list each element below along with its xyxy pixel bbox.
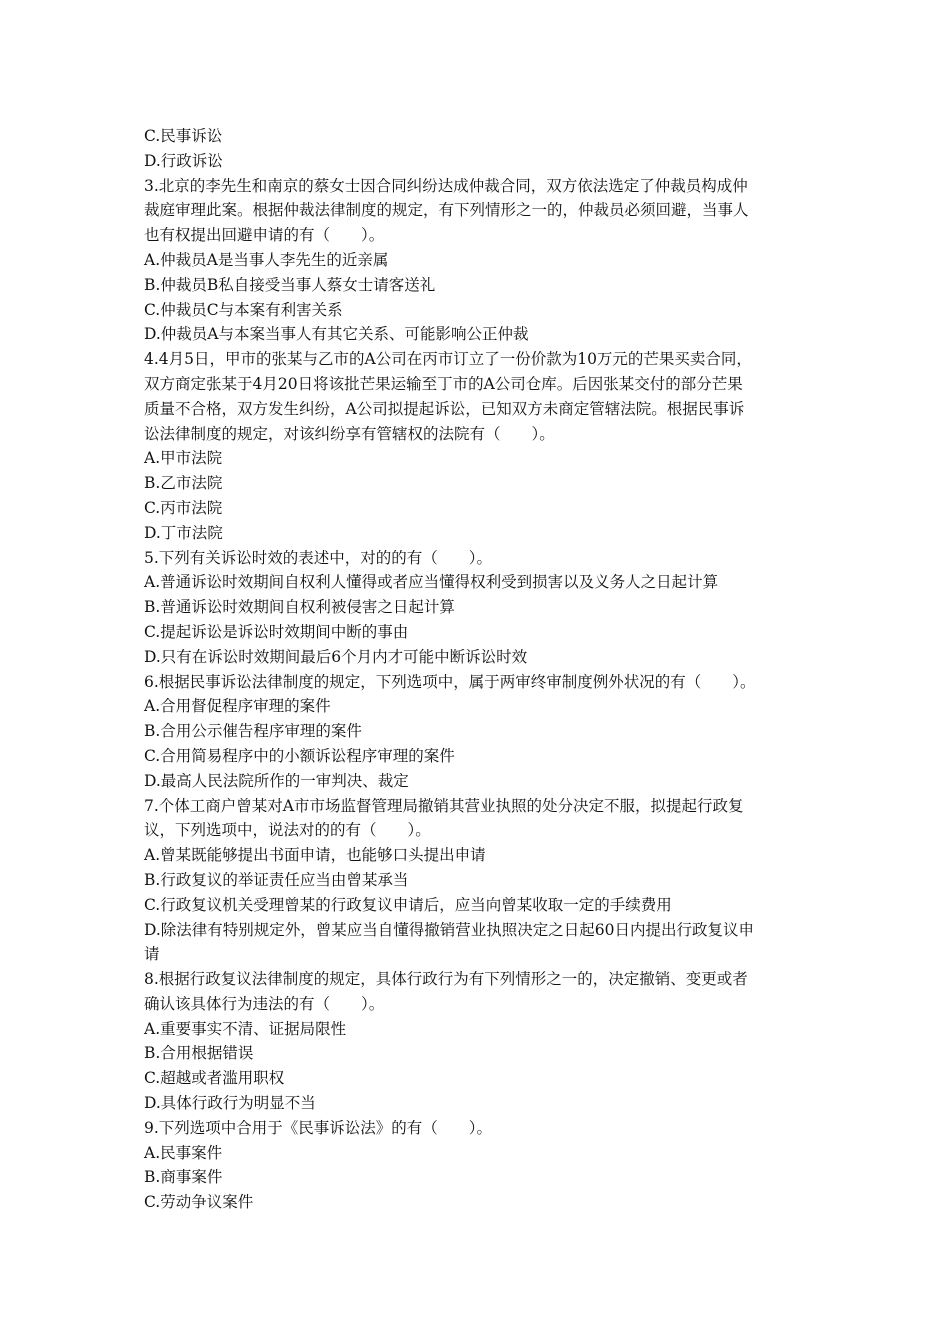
question-5-option-b: B.普通诉讼时效期间自权利被侵害之日起计算 [144,598,455,617]
question-3-text-line-3: 也有权提出回避申请的有（ ）。 [144,226,385,245]
question-7-option-d-line-2: 请 [144,945,160,964]
question-3-option-b: B.仲裁员B私自接受当事人蔡女士请客送礼 [144,275,436,294]
question-5-option-a: A.普通诉讼时效期间自权利人懂得或者应当懂得权利受到损害以及义务人之日起计算 [144,573,719,592]
question-9-text: 9.下列选项中合用于《民事诉讼法》的有（ ）。 [144,1118,493,1137]
question-8-option-a: A.重要事实不清、证据局限性 [144,1019,347,1038]
question-4-option-a: A.甲市法院 [144,449,223,468]
question-4-text-line-1: 4.4月5日，甲市的张某与乙市的A公司在丙市订立了一份价款为10万元的芒果买卖合同， [144,350,752,369]
question-7-option-d-line-1: D.除法律有特别规定外，曾某应当自懂得撤销营业执照决定之日起60日内提出行政复议申 [144,920,755,939]
question-5-option-d: D.只有在诉讼时效期间最后6个月内才可能中断诉讼时效 [144,647,528,666]
question-9-option-b: B.商事案件 [144,1168,223,1187]
option-d-administrative-litigation: D.行政诉讼 [144,151,223,170]
question-8-text-line-2: 确认该具体行为违法的有（ ）。 [144,994,385,1013]
question-8-option-c: C.超越或者滥用职权 [144,1069,285,1088]
question-7-option-b: B.行政复议的举证责任应当由曾某承当 [144,870,409,889]
question-6-option-d: D.最高人民法院所作的一审判决、裁定 [144,771,409,790]
question-6-option-b: B.合用公示催告程序审理的案件 [144,722,362,741]
question-6-text: 6.根据民事诉讼法律制度的规定，下列选项中，属于两审终审制度例外状况的有（ ）。 [144,672,756,691]
question-8-text-line-1: 8.根据行政复议法律制度的规定，具体行政行为有下列情形之一的，决定撤销、变更或者 [144,970,748,989]
question-9-option-a: A.民事案件 [144,1143,223,1162]
question-4-text-line-2: 双方商定张某于4月20日将该批芒果运输至丁市的A公司仓库。后因张某交付的部分芒果 [144,374,743,393]
question-8-option-b: B.合用根据错误 [144,1044,254,1063]
question-5-text: 5.下列有关诉讼时效的表述中，对的的有（ ）。 [144,548,493,567]
question-3-text-line-2: 裁庭审理此案。根据仲裁法律制度的规定，有下列情形之一的，仲裁员必须回避，当事人 [144,201,749,220]
question-7-text-line-1: 7.个体工商户曾某对A市市场监督管理局撤销其营业执照的处分决定不服，拟提起行政复 [144,796,744,815]
question-3-option-d: D.仲裁员A与本案当事人有其它关系、可能影响公正仲裁 [144,325,529,344]
question-7-text-line-2: 议，下列选项中，说法对的的有（ ）。 [144,821,431,840]
question-5-option-c: C.提起诉讼是诉讼时效期间中断的事由 [144,622,409,641]
option-c-civil-litigation: C.民事诉讼 [144,127,223,145]
question-6-option-a: A.合用督促程序审理的案件 [144,697,331,716]
question-4-option-d: D.丁市法院 [144,523,223,542]
question-4-text-line-3: 质量不合格，双方发生纠纷，A公司拟提起诉讼，已知双方未商定管辖法院。根据民事诉 [144,399,745,418]
question-4-text-line-4: 讼法律制度的规定，对该纠纷享有管辖权的法院有（ ）。 [144,424,555,443]
question-7-option-c: C.行政复议机关受理曾某的行政复议申请后，应当向曾某收取一定的手续费用 [144,895,672,914]
question-9-option-c: C.劳动争议案件 [144,1193,254,1212]
question-4-option-b: B.乙市法院 [144,474,223,493]
question-7-option-a: A.曾某既能够提出书面申请，也能够口头提出申请 [144,846,486,865]
document-body [144,124,814,1215]
question-6-option-c: C.合用简易程序中的小额诉讼程序审理的案件 [144,746,455,765]
question-8-option-d: D.具体行政行为明显不当 [144,1094,316,1113]
question-4-option-c: C.丙市法院 [144,498,223,517]
question-3-text-line-1: 3.北京的李先生和南京的蔡女士因合同纠纷达成仲裁合同，双方依法选定了仲裁员构成仲 [144,176,748,195]
question-3-option-c: C.仲裁员C与本案有利害关系 [144,300,343,319]
question-3-option-a: A.仲裁员A是当事人李先生的近亲属 [144,250,389,269]
